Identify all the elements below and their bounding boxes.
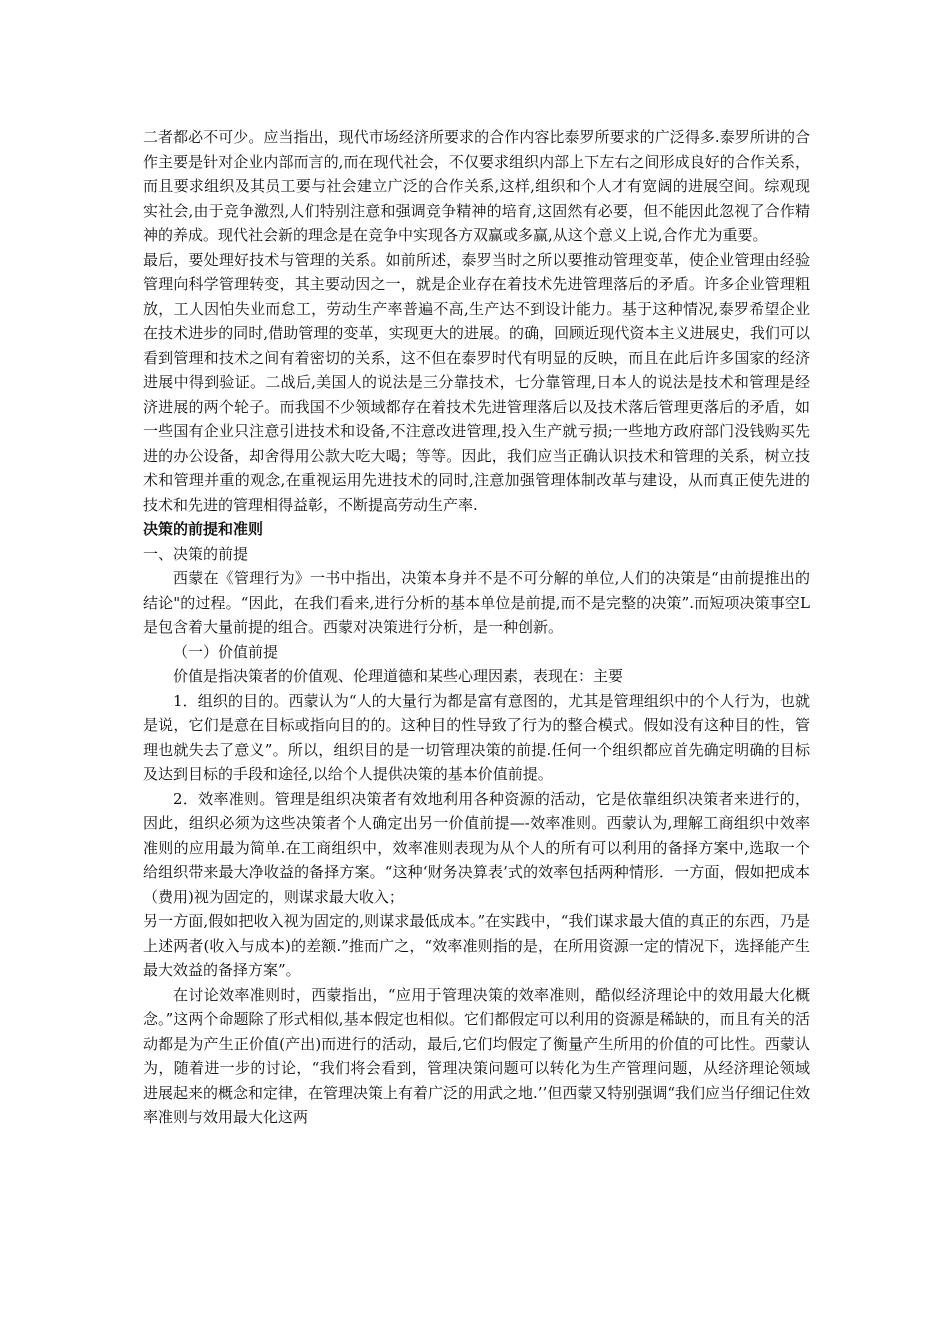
paragraph-discussion: 在讨论效率准则时，西蒙指出，“应用于管理决策的效率准则，酷似经济理论中的效用最大化概念。”这两个命题除了形式相似,基本假定也相似。它们都假定可以利用的资源是稀缺的，而且有关的活动都是为产生正价值(产出)而进行的活动，最后,它们均假定了衡量产生所用的价值的可比性。西蒙认为，随着进一步的讨论，“我们将会看到，管理决策问题可以转化为生产管理问题，从经济理论领域进展起来的概念和定律，在管理决策上有着广泛的用武之地.’’但西蒙又特别强调“我们应当仔细记住效率准则与效用最大化这两 [143, 985, 810, 1126]
paragraph-item-1: 1．组织的目的。西蒙认为“人的大量行为都是富有意图的，尤其是管理组织中的个人行为，也就是说，它们是意在目标或指向目的的。这种目的性导致了行为的整合模式。假如没有这种目的性，管理也就失去了意义”。所以，组织目的是一切管理决策的前提.任何一个组织都应首先确定明确的目标及达到目标的手段和途径,以给个人提供决策的基本价值前提。 [143, 691, 810, 783]
paragraph-simon: 西蒙在《管理行为》一书中指出，决策本身并不是不可分解的单位,人们的决策是“由前提推出的结论"的过程。“因此，在我们看来,进行分析的基本单位是前提,而不是完整的决策”.而短项决策事空L是包含着大量前提的组合。西蒙对决策进行分析，是一种创新。 [143, 569, 810, 636]
paragraph-cooperation: 二者都必不可少。应当指出，现代市场经济所要求的合作内容比泰罗所要求的广泛得多.泰罗所讲的合作主要是针对企业内部而言的,而在现代社会，不仅要求组织内部上下左右之间形成良好的合作关系，而且要求组织及其员工要与社会建立广泛的合作关系,这样,组织和个人才有宽阔的进展空间。综观现实社会,由于竞争激烈,人们特别注意和强调竞争精神的培育,这固然有必要，但不能因此忽视了合作精神的养成。现代社会新的理念是在竞争中实现各方双赢或多赢,从这个意义上说,合作尤为重要。 [143, 128, 810, 244]
subsection-heading-premise: 一、决策的前提 [143, 544, 249, 563]
document-page [143, 125, 810, 1130]
paragraph-item-2b: 另一方面,假如把收入视为固定的,则谋求最低成本。”在实践中，“我们谋求最大值的真正的东西，乃是上述两者(收入与成本)的差额.”推而广之，“效率准则指的是，在所用资源一定的情况下，选择能产生最大效益的备择方案”。 [143, 912, 810, 979]
section-heading: 决策的前提和准则 [143, 520, 264, 538]
paragraph-value: 价值是指决策者的价值观、伦理道德和某些心理因素，表现在：主要 [173, 667, 624, 685]
paragraph-technology-management: 最后，要处理好技术与管理的关系。如前所述，泰罗当时之所以要推动管理变革，使企业管理由经验管理向科学管理转变，其主要动因之一，就是企业存在着技术先进管理落后的矛盾。许多企业管理粗放，工人因怕失业而怠工，劳动生产率普遍不高,生产达不到设计能力。基于这种情况,泰罗希望企业在技术进步的同时,借助管理的变革，实现更大的进展。的确，回顾近现代资本主义进展史，我们可以看到管理和技术之间有着密切的关系，这不但在泰罗时代有明显的反映，而且在此后许多国家的经济进展中得到验证。二战后,美国人的说法是三分靠技术，七分靠管理,日本人的说法是技术和管理是经济进展的两个轮子。而我国不少领域都存在着技术先进管理落后以及技术落后管理更落后的矛盾，如一些国有企业只注意引进技术和设备,不注意改进管理,投入生产就亏损;一些地方政府部门没钱购买先进的办公设备，却舍得用公款大吃大喝；等等。因此，我们应当正确认识技术和管理的关系，树立技术和管理并重的观念,在重视运用先进技术的同时,注意加强管理体制改革与建设，从而真正使先进的技术和先进的管理相得益彰，不断提高劳动生产率. [143, 250, 810, 514]
subsection-heading-value: （一）价值前提 [173, 642, 279, 661]
paragraph-item-2a: 2．效率准则。管理是组织决策者有效地利用各种资源的活动，它是依靠组织决策者来进行的，因此，组织必须为这些决策者个人确定出另一价值前提—-效率准则。西蒙认为,理解工商组织中效率准则的应用最为简单.在工商组织中，效率准则表现为从个人的所有可以利用的备择方案中,选取一个给组织带来最大净收益的备择方案。“这种‘财务决算表’式的效率包括两种情形．一方面，假如把成本（费用)视为固定的，则谋求最大收入； [143, 789, 810, 906]
